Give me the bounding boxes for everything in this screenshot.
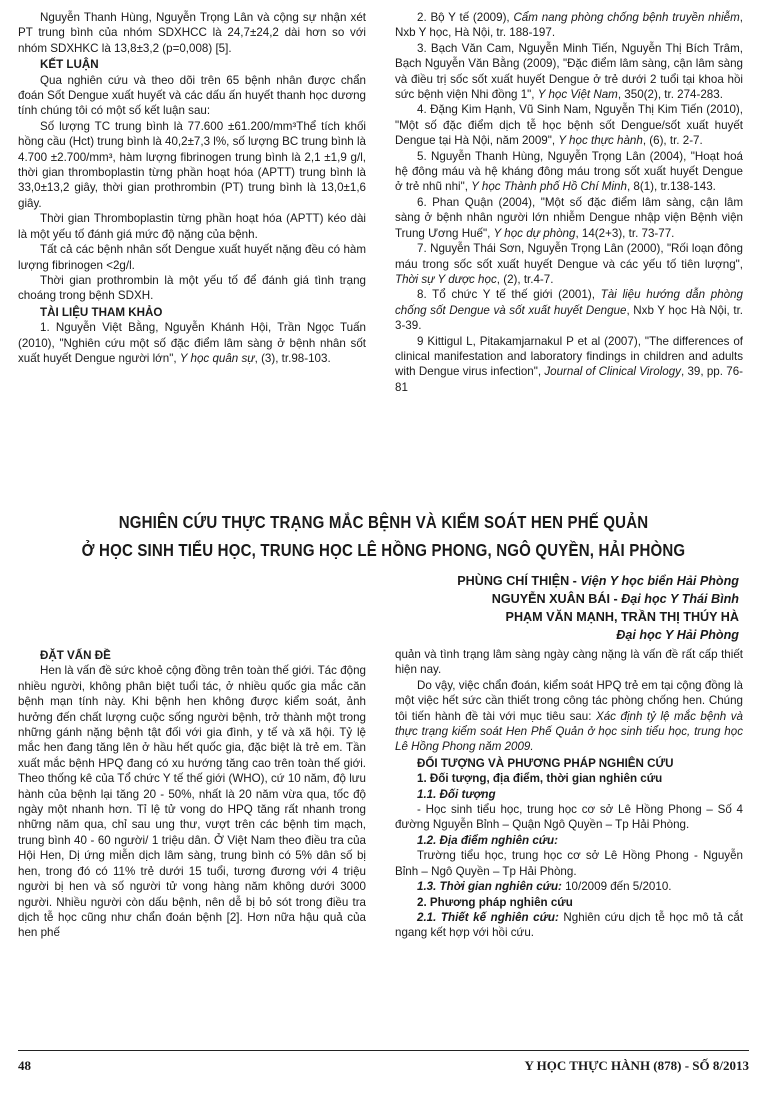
paragraph: 2.1. Thiết kế nghiên cứu: Nghiên cứu dịch tễ học mô tả cắt ngang kết hợp với hồi cứu. — [395, 910, 743, 940]
page-number: 48 — [18, 1058, 31, 1073]
author-line: PHÙNG CHÍ THIỆN - Viện Y học biển Hải Phòng — [457, 574, 739, 588]
subsection-heading: 1. Đối tượng, địa điểm, thời gian nghiên cứu — [417, 772, 663, 786]
author-block — [457, 572, 739, 644]
left-column-bottom — [18, 647, 366, 941]
section-heading-references: TÀI LIỆU THAM KHẢO — [40, 305, 163, 319]
paragraph: Số lượng TC trung bình là 77.600 ±61.200/mm³Thể tích khối hồng cầu (Hct) trung bình là 40,2±7,3 l%, số lượng BC trung bình là 4.700 ±2.700/mm³, hàm lượng fibrinogen trung bình là 2,1 ±1,9 g/l, thời gian thromboplastin từng phần hoạt hóa (APTT) trung bình là 33,0±13,2 giây, thời gian prothrombin (PT) trung bình là 13,0±1,6 giây. — [18, 119, 366, 210]
paragraph: Hen là vấn đề sức khoẻ cộng đồng trên toàn thế giới. Tác động nhiều người, không phân biệt tuổi tác, ở nhiều quốc gia mắc căn bệnh mạn tính này. Khi bệnh hen không được kiểm soát, ảnh hưởng đến chất lượng cuộc sống người bệnh, trở thành một trong những gánh nặng bệnh tật đối với gia đình, y tế và xã hội. Tỷ lệ mắc hen đang tăng lên ở hầu hết quốc gia, đặc biệt là trẻ em. Tần xuất mắc bệnh HPQ đang có xu hướng tăng cao trên toàn thế giới. Theo thống kê của Tổ chức Y tế thế giới (WHO), cứ 10 năm, độ lưu hành của bệnh lại tăng 20 - 50%, nhất là 20 năm vừa qua, tốc độ ngày một nhanh hơn. Tỉ lệ tử vong do HPQ tăng rất nhanh trong những năm qua, chỉ sau ung thư, vượt trên các bệnh tim mạch, trung bình 40 - 60 người/ 1 triệu dân. Ở Việt Nam theo điều tra của Hội Hen, Dị ứng miễn dịch lâm sàng, trung bình có 5% dân số bị hen, trong đó có 11% trẻ dưới 15 tuổi, tương đương với 4 triệu người bị hen và số người tử vong hàng năm không dưới 3000 người. Nhiều người còn dấu bệnh, nên dễ bị bỏ sót trong điều tra dịch tễ học cũng như chẩn đoán bệnh [2]. Hơn nữa hậu quả của hen phế — [18, 664, 366, 940]
reference-item: 8. Tổ chức Y tế thế giới (2001), Tài liệu hướng dẫn phòng chống sốt Dengue và sốt xuất huyết Dengue, Nxb Y học Hà Nội, tr. 3-39. — [395, 288, 744, 333]
paragraph: Thời gian Thromboplastin từng phần hoạt hóa (APTT) kéo dài là một yếu tố đánh giá mức độ nặng của bệnh. — [18, 212, 366, 241]
right-column-bottom — [395, 647, 743, 941]
reference-item: 2. Bộ Y tế (2009), Cẩm nang phòng chống bệnh truyền nhiễm, Nxb Y học, Hà Nội, tr. 188-197. — [395, 11, 743, 40]
section-heading-methods: ĐỐI TƯỢNG VÀ PHƯƠNG PHÁP NGHIÊN CỨU — [417, 756, 674, 770]
article-title — [54, 508, 714, 564]
author-line: NGUYỄN XUÂN BÁI - Đại học Y Thái Bình — [491, 592, 739, 606]
paragraph: Do vậy, việc chẩn đoán, kiểm soát HPQ trẻ em tại cộng đồng là một việc hết sức cần thiết trong công tác phòng chống hen. Chúng tôi tiến hành đề tài với mục tiêu sau: Xác định tỷ lệ mắc bệnh và thực trạng kiểm soát Hen Phế Quản ở học sinh tiểu học, trung học Lê Hồng Phong năm 2009. — [395, 678, 743, 754]
left-column-top — [18, 10, 366, 366]
reference-item: 6. Phan Quận (2004), "Một số đặc điểm lâm sàng, cận lâm sàng ở bệnh nhân người lớn nhiễm Dengue nhập viện Bệnh viện Trung Ương Huế", Y học dự phòng, 14(2+3), tr. 73-77. — [395, 195, 743, 240]
section-heading-introduction: ĐẶT VẤN ĐỀ — [40, 649, 111, 662]
reference-item: 4. Đặng Kim Hạnh, Vũ Sinh Nam, Nguyễn Thị Kim Tiến (2010), "Một số đặc điểm dịch tễ học bệnh sốt Dengue/sốt xuất huyết Dengue tại Hà Nội, năm 2009", Y học thực hành, (6), tr. 2-7. — [395, 103, 743, 148]
section-heading-conclusion: KẾT LUẬN — [40, 58, 99, 72]
reference-item: 3. Bạch Văn Cam, Nguyễn Minh Tiến, Nguyễn Thị Bích Trâm, Bạch Nguyễn Văn Bằng (2009), "Đặc điểm lâm sàng, cận lâm sàng và điều trị sốc sốt xuất huyết Dengue ở trẻ dưới 2 tuổi tại khoa hồi sức bệnh viện Nhi đồng 1", Y học Việt Nam, 350(2), tr. 274-283. — [395, 41, 743, 102]
subsection-heading: 1.2. Địa điểm nghiên cứu: — [417, 833, 558, 847]
reference-item: 1. Nguyễn Việt Bằng, Nguyễn Khánh Hội, Trần Ngọc Tuấn (2010), "Nghiên cứu một số đặc điểm lâm sàng ở bệnh nhân sốt xuất huyết Dengue người lớn", Y học quân sự, (3), tr.98-103. — [18, 321, 366, 365]
subsection-heading: 1.1. Đối tượng — [417, 787, 496, 801]
paragraph: Nguyễn Thanh Hùng, Nguyễn Trọng Lân và cộng sự nhận xét PT trung bình của nhóm SDXHCC là 24,7±24,2 dài hơn so với nhóm SDXHKC là 13,8±3,2 (p=0,008) [5]. — [18, 11, 366, 55]
paragraph: Qua nghiên cứu và theo dõi trên 65 bệnh nhân được chẩn đoán Sốt Dengue xuất huyết và các dấu ấn huyết thanh học dương tính chúng tôi có một số kết luận sau: — [18, 73, 366, 118]
right-column-top — [395, 10, 743, 395]
paragraph: Trường tiểu học, trung học cơ sở Lê Hồng Phong - Nguyễn Bỉnh – Ngô Quyền – Tp Hải Phòng. — [395, 849, 743, 878]
paragraph: Tất cả các bệnh nhân sốt Dengue xuất huyết nặng đều có hàm lượng fibrinogen <2g/l. — [18, 243, 366, 272]
reference-item: 9 Kittigul L, Pitakamjarnakul P et al (2007), "The differences of clinical manifestation and laboratory findings in children and adults with Dengue virus infection", Journal of Clinical Virology, 39, pp. 76-81 — [395, 334, 744, 394]
paragraph: Thời gian prothrombin là một yếu tố để đánh giá tình trạng choáng trong bệnh SDXH. — [18, 273, 366, 303]
article-title-line: NGHIÊN CỨU THỰC TRẠNG MẮC BỆNH VÀ KIỂM SOÁT HEN PHẾ QUẢN — [118, 512, 649, 532]
paragraph: quản và tình trạng lâm sàng ngày càng nặng là vấn đề rất cấp thiết hiện nay. — [395, 648, 743, 677]
paragraph: - Học sinh tiểu học, trung học cơ sở Lê Hồng Phong – Số 4 đường Nguyễn Bỉnh – Quận Ngô Quyền – Tp Hải Phòng. — [395, 803, 743, 832]
author-line: PHẠM VĂN MẠNH, TRẦN THỊ THÚY HÀ — [505, 610, 739, 624]
article-title-line: Ở HỌC SINH TIỂU HỌC, TRUNG HỌC LÊ HỒNG PHONG, NGÔ QUYỀN, HẢI PHÒNG — [81, 540, 686, 560]
paragraph: 1.3. Thời gian nghiên cứu: 10/2009 đến 5/2010. — [417, 880, 672, 894]
subsection-heading: 2. Phương pháp nghiên cứu — [417, 895, 573, 909]
reference-item: 5. Nguyễn Thanh Hùng, Nguyễn Trọng Lân (2004), "Hoạt hoá hệ đông máu và hệ kháng đông máu trong sốt xuất huyết Dengue ở trẻ nhũ nhi", Y học Thành phố Hồ Chí Minh, 8(1), tr.138-143. — [395, 149, 743, 194]
reference-item: 7. Nguyễn Thái Sơn, Nguyễn Trọng Lân (2000), "Rối loạn đông máu trong sốc sốt xuất huyết Dengue và các yếu tố tiên lượng", Thời sự Y dược học, (2), tr.4-7. — [395, 242, 743, 286]
footer-divider — [18, 1050, 749, 1051]
journal-footer: Y HỌC THỰC HÀNH (878) - SỐ 8/2013 — [524, 1058, 749, 1073]
author-affiliation: Đại học Y Hải Phòng — [616, 628, 739, 642]
